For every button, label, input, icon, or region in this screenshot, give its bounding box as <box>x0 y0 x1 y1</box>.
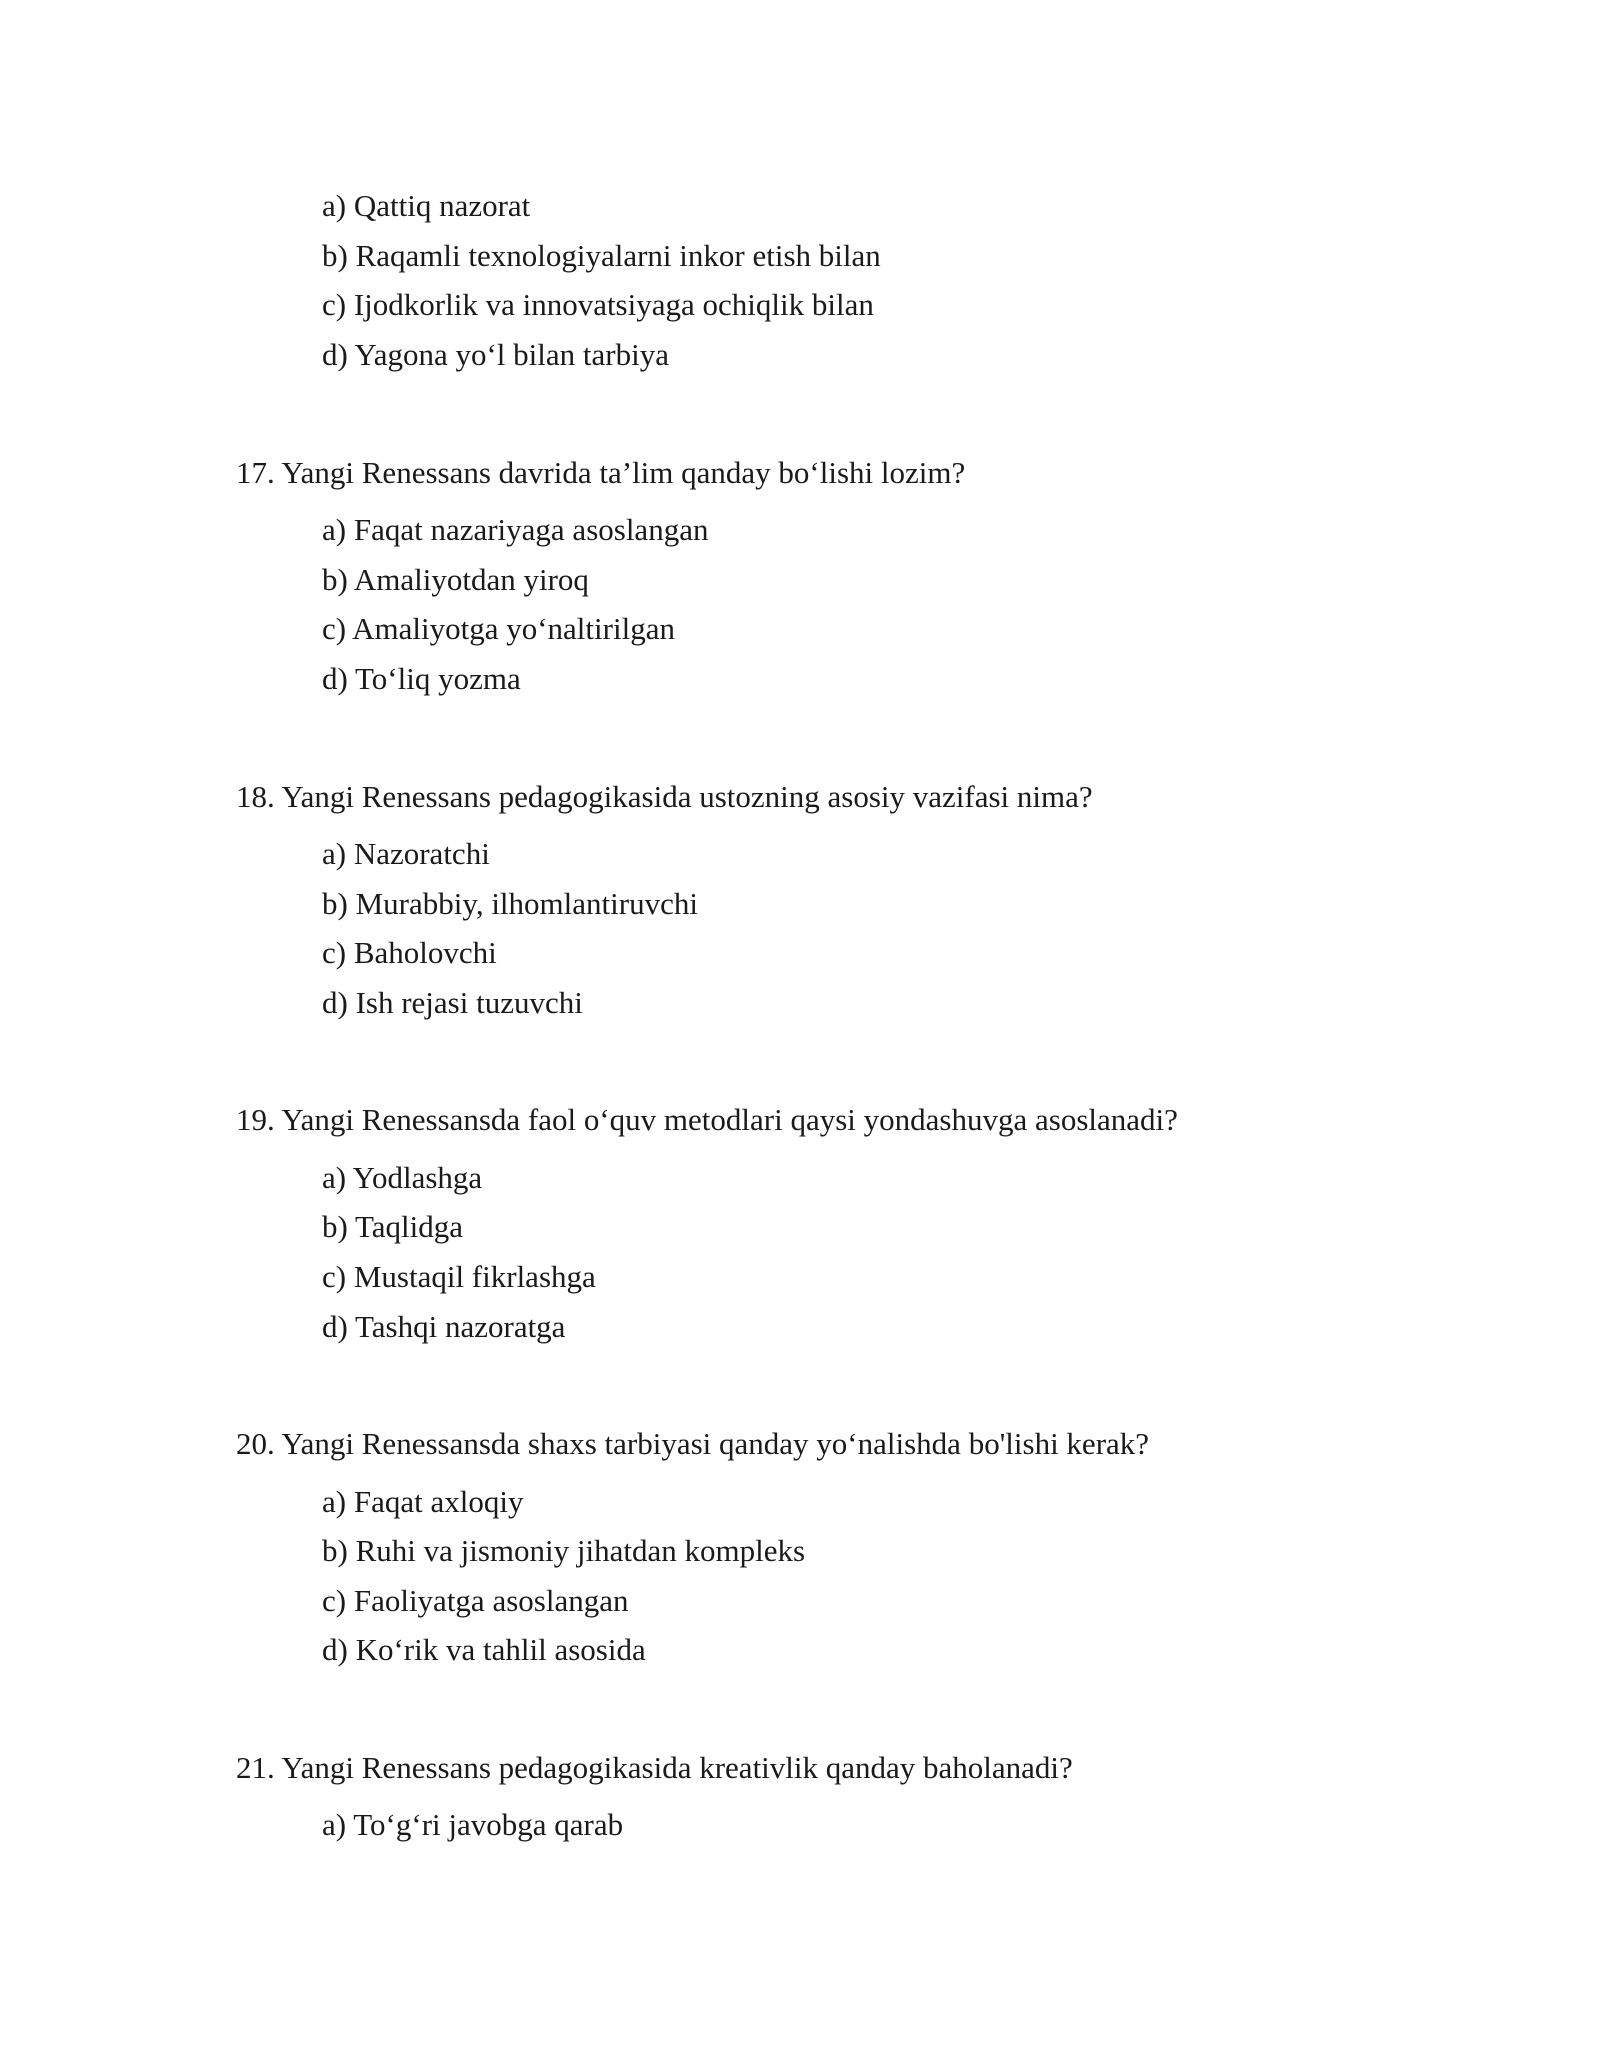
option-d: d) To‘liq yozma <box>322 661 521 696</box>
question-text: 19. Yangi Renessansda faol o‘quv metodlari qaysi yondashuvga asoslanadi? <box>236 1102 1178 1137</box>
option-b: b) Murabbiy, ilhomlantiruvchi <box>322 886 698 921</box>
option-d: d) Yagona yo‘l bilan tarbiya <box>322 337 669 372</box>
option-c: c) Mustaqil fikrlashga <box>322 1259 596 1294</box>
option-d: d) Ish rejasi tuzuvchi <box>322 985 583 1020</box>
option-c: c) Ijodkorlik va innovatsiyaga ochiqlik bilan <box>322 287 874 322</box>
option-d: d) Tashqi nazoratga <box>322 1309 566 1344</box>
option-b: b) Taqlidga <box>322 1209 464 1244</box>
option-c: c) Amaliyotga yo‘naltirilgan <box>322 611 675 646</box>
option-d: d) Ko‘rik va tahlil asosida <box>322 1632 646 1667</box>
question-text: 21. Yangi Renessans pedagogikasida kreativlik qanday baholanadi? <box>236 1750 1073 1785</box>
option-a: a) Nazoratchi <box>322 836 490 871</box>
option-b: b) Ruhi va jismoniy jihatdan kompleks <box>322 1533 806 1568</box>
question-text: 20. Yangi Renessansda shaxs tarbiyasi qanday yo‘nalishda bo'lishi kerak? <box>236 1426 1150 1461</box>
option-c: c) Faoliyatga asoslangan <box>322 1583 629 1618</box>
option-a: a) Yodlashga <box>322 1160 483 1195</box>
option-a: a) Qattiq nazorat <box>322 188 531 223</box>
option-b: b) Amaliyotdan yiroq <box>322 562 589 597</box>
option-a: a) Faqat axloqiy <box>322 1484 524 1519</box>
option-a: a) Faqat nazariyaga asoslangan <box>322 512 709 547</box>
question-text: 17. Yangi Renessans davrida ta’lim qanday bo‘lishi lozim? <box>236 455 966 490</box>
question-text: 18. Yangi Renessans pedagogikasida ustozning asosiy vazifasi nima? <box>236 779 1093 814</box>
option-b: b) Raqamli texnologiyalarni inkor etish bilan <box>322 238 881 273</box>
option-a: a) To‘g‘ri javobga qarab <box>322 1807 624 1842</box>
option-c: c) Baholovchi <box>322 935 497 970</box>
